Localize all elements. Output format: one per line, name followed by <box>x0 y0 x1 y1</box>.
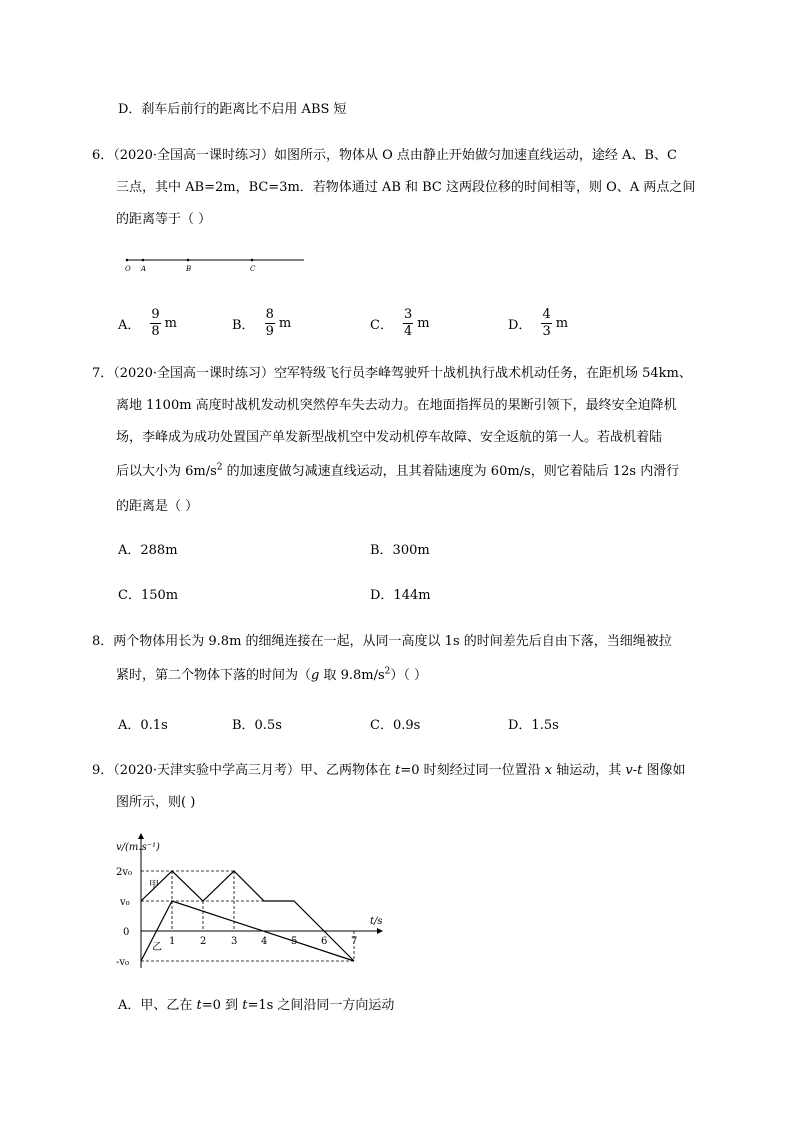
numerator: 8 <box>265 306 274 322</box>
option-label: A． <box>118 317 141 333</box>
q7-text-line2: 离地 1100m 高度时战机发动机突然停车失去动力。在地面指挥员的果断引领下，最终安全迫降机 <box>116 398 677 413</box>
q6-text-line1: 6．（2020·全国高一课时练习）如图所示，物体从 O 点由静止开始做匀加速直线运动，途经 A、B、C <box>92 148 677 163</box>
y-tick-0: 0 <box>123 927 130 938</box>
q8-text-line1: 8．两个物体用长为 9.8m 的细绳连接在一起，从同一高度以 1s 的时间差先后自由下落，当细绳被拉 <box>92 634 672 649</box>
x-tick-5: 5 <box>291 936 298 947</box>
q7-text-line4 <box>116 462 679 482</box>
unit: m <box>555 315 569 331</box>
unit: m <box>278 315 292 331</box>
fraction <box>541 307 551 340</box>
q9-option-a[interactable] <box>118 996 394 1016</box>
numerator: 9 <box>151 306 160 322</box>
text-part: =0 时刻经过同一位置沿 <box>400 763 545 778</box>
q6-text-line3: 的距离等于（ ） <box>116 212 212 227</box>
text-part: 9．（2020·天津实验中学高三月考）甲、乙两物体在 <box>92 763 396 778</box>
curve-jia <box>141 871 354 961</box>
symbol-t: t <box>196 998 202 1013</box>
x-axis-label: t/s <box>370 916 383 927</box>
x-tick-6: 6 <box>321 936 328 947</box>
q6-text-line2: 三点，其中 AB=2m，BC=3m．若物体通过 AB 和 BC 这两段位移的时间相等，则 O、A 两点之间 <box>116 180 696 195</box>
y-tick-v0: v₀ <box>120 897 130 908</box>
point-label-c: C <box>250 265 256 273</box>
q7-text-line3: 场，李峰成为成功处置国产单发新型战机空中发动机停车故障、安全返航的第一人。若战机着陆 <box>116 430 663 445</box>
y-tick-2v0: 2v₀ <box>116 867 133 878</box>
x-tick-7: 7 <box>351 936 358 947</box>
denominator: 4 <box>403 323 413 339</box>
symbol-g: g <box>311 668 320 683</box>
q9-text-line1 <box>92 761 686 781</box>
x-tick-4: 4 <box>261 936 268 947</box>
fraction <box>403 307 413 340</box>
denominator: 3 <box>542 323 551 339</box>
label-yi: 乙 <box>152 942 162 953</box>
text-part: ）（ ） <box>390 668 428 683</box>
y-tick-neg-v0: -v₀ <box>116 957 130 968</box>
q9-text-line2: 图所示，则( ) <box>116 795 196 810</box>
text-part: 的加速度做匀减速直线运动，且其着陆速度为 60m/s，则它着陆后 12s 内滑行 <box>222 464 680 479</box>
q8-option-b[interactable]: B．0.5s <box>232 718 282 733</box>
q7-text-line5: 的距离是（ ） <box>116 499 199 514</box>
superscript: 2 <box>384 666 391 677</box>
q6-option-d[interactable] <box>508 301 568 345</box>
q7-option-b[interactable]: B．300m <box>370 543 430 558</box>
text-part: =1s 之间沿同一方向运动 <box>247 998 395 1013</box>
unit: m <box>417 315 430 331</box>
point-label-b: B <box>186 265 192 273</box>
option-label: B． <box>232 317 255 333</box>
label-jia: 甲 <box>149 880 159 891</box>
denominator: 9 <box>265 323 274 339</box>
text-part: A．甲、乙在 <box>118 998 197 1013</box>
q7-option-c[interactable]: C．150m <box>118 588 179 603</box>
denominator: 8 <box>151 323 160 339</box>
text-part: 后以大小为 6m/s <box>116 464 217 479</box>
q6-option-c[interactable] <box>370 301 430 345</box>
option-label: C． <box>370 317 393 333</box>
q6-option-a[interactable] <box>118 301 177 345</box>
q8-option-d[interactable]: D．1.5s <box>508 718 559 733</box>
text-part: =0 到 <box>201 998 243 1013</box>
symbol-x: x <box>544 763 553 778</box>
y-axis-label: v/(m.s⁻¹) <box>116 842 160 853</box>
q6-option-b[interactable] <box>232 301 291 345</box>
option-label: D． <box>508 317 532 333</box>
q8-text-line2 <box>116 666 427 686</box>
numerator: 3 <box>403 306 413 322</box>
text-part: 紧时，第二个物体下落的时间为（ <box>116 668 312 683</box>
point-label-a: A <box>141 265 147 273</box>
q5-option-d: D．刹车后前行的距离比不启用 ABS 短 <box>118 102 347 117</box>
x-tick-2: 2 <box>200 936 207 947</box>
x-tick-1: 1 <box>169 936 176 947</box>
fraction <box>150 307 160 340</box>
symbol-t: t <box>395 763 401 778</box>
text-part: 图像如 <box>642 763 686 778</box>
q8-option-c[interactable]: C．0.9s <box>370 718 421 733</box>
q8-option-a[interactable]: A．0.1s <box>118 718 168 733</box>
q7-text-line1: 7．（2020·全国高一课时练习）空军特级飞行员李峰驾驶歼十战机执行战术机动任务，在距机场 54km、 <box>92 366 692 381</box>
q6-line-figure <box>120 252 310 288</box>
symbol-vt: v-t <box>625 763 643 778</box>
q9-vt-graph <box>112 828 392 978</box>
q7-option-a[interactable]: A．288m <box>118 543 178 558</box>
fraction <box>265 307 275 340</box>
numerator: 4 <box>542 306 551 322</box>
symbol-t: t <box>242 998 248 1013</box>
unit: m <box>164 315 177 331</box>
text-part: 轴运动，其 <box>552 763 626 778</box>
superscript: 2 <box>216 462 223 473</box>
x-tick-3: 3 <box>231 936 238 947</box>
point-label-o: O <box>125 265 131 273</box>
q7-option-d[interactable]: D．144m <box>370 588 431 603</box>
text-part: 取 9.8m/s <box>319 668 385 683</box>
